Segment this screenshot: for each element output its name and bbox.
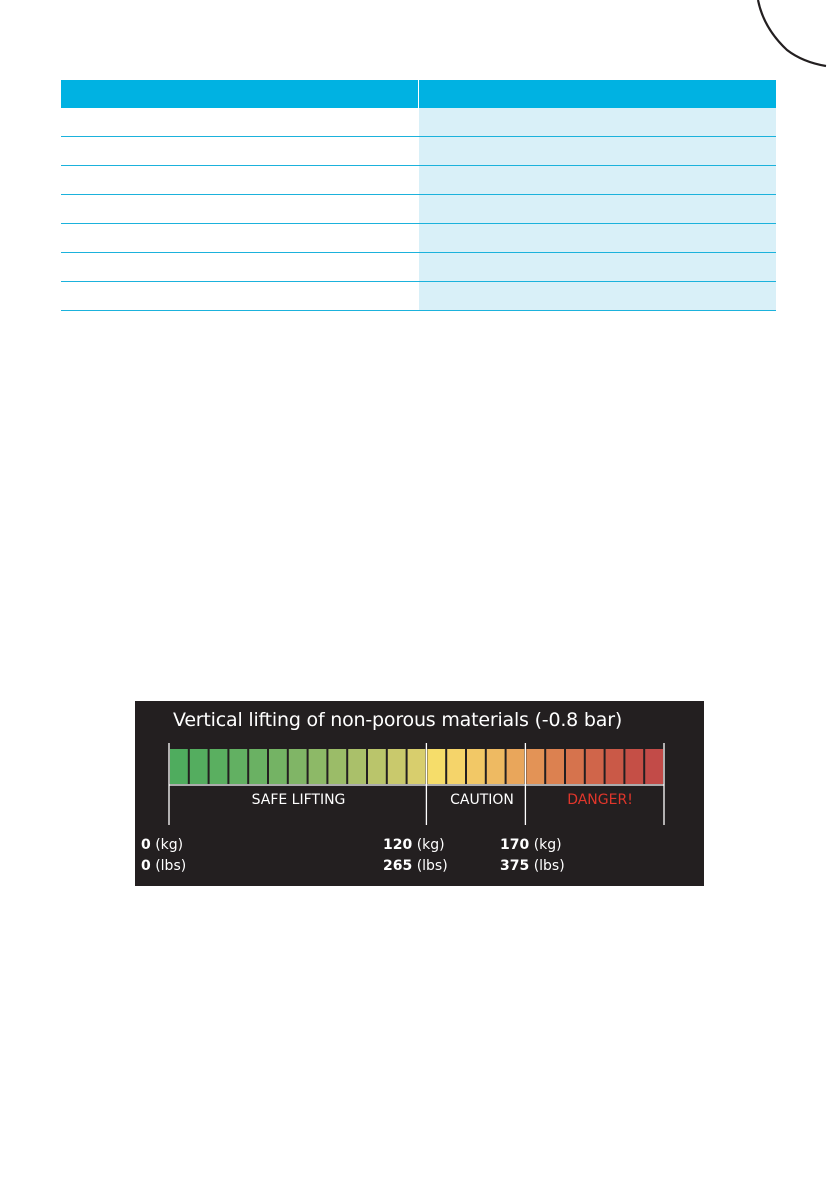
scale-segment [586,749,604,784]
scale-segment [625,749,643,784]
table-row [61,195,776,224]
scale-segment [229,749,247,784]
table-cell [61,108,419,137]
marker-120-lbs-value: 265 [383,858,413,874]
marker-170-lbs [500,858,565,874]
table-row [61,137,776,166]
zone-label-danger: DANGER! [567,792,633,808]
scale-segment [289,749,307,784]
scale-segment [309,749,327,784]
table-cell [419,108,777,137]
table-cell [61,195,419,224]
table-header-cell [419,80,777,108]
table-cell [419,253,777,282]
marker-170-lbs-value: 375 [500,858,530,874]
scale-segment [210,749,228,784]
table-row [61,224,776,253]
marker-170-kg [500,837,562,853]
scale-segment [546,749,564,784]
scale-segment [487,749,505,784]
table-header-cell [61,80,419,108]
scale-segment [526,749,544,784]
marker-170-kg-unit: (kg) [533,837,562,853]
scale-segment [328,749,346,784]
scale-segment [190,749,208,784]
table-cell [419,137,777,166]
lifting-title: Vertical lifting of non-porous materials (-0.8 bar) [173,709,623,731]
table-cell [61,137,419,166]
marker-0-lbs [141,858,186,874]
marker-120-lbs [383,858,448,874]
marker-0-lbs-unit: (lbs) [155,858,187,874]
scale-segment [269,749,287,784]
scale-segment [249,749,267,784]
table-cell [419,166,777,195]
scale-segment [467,749,485,784]
scale-segment [645,749,663,784]
marker-170-kg-value: 170 [500,837,530,853]
table-row [61,166,776,195]
scale-segment [388,749,406,784]
table-cell [61,224,419,253]
marker-120-lbs-unit: (lbs) [416,858,448,874]
scale-segment [348,749,366,784]
zone-label-caution: CAUTION [450,792,514,808]
scale-segment [507,749,525,784]
table-cell [419,224,777,253]
lifting-capacity-panel [135,701,704,886]
table-cell [61,282,419,311]
scale-segment [408,749,426,784]
scale-segment [447,749,465,784]
marker-120-kg [383,837,445,853]
table-row [61,253,776,282]
scale-segment [427,749,445,784]
table-row [61,108,776,137]
table-cell [419,195,777,224]
scale-segment [170,749,188,784]
page-curve-decoration [0,0,839,80]
marker-120-kg-unit: (kg) [416,837,445,853]
table-cell [61,166,419,195]
marker-0-kg-unit: (kg) [155,837,184,853]
scale-segment [566,749,584,784]
table-cell [419,282,777,311]
marker-120-kg-value: 120 [383,837,413,853]
marker-170-lbs-unit: (lbs) [533,858,565,874]
scale-segment [606,749,624,784]
scale-segment [368,749,386,784]
zone-label-safe: SAFE LIFTING [251,792,346,808]
marker-0-kg-value: 0 [141,837,151,853]
marker-0-lbs-value: 0 [141,858,151,874]
table-header-row [61,80,776,108]
marker-0-kg [141,837,183,853]
specification-table [61,80,776,311]
table-row [61,282,776,311]
table-cell [61,253,419,282]
